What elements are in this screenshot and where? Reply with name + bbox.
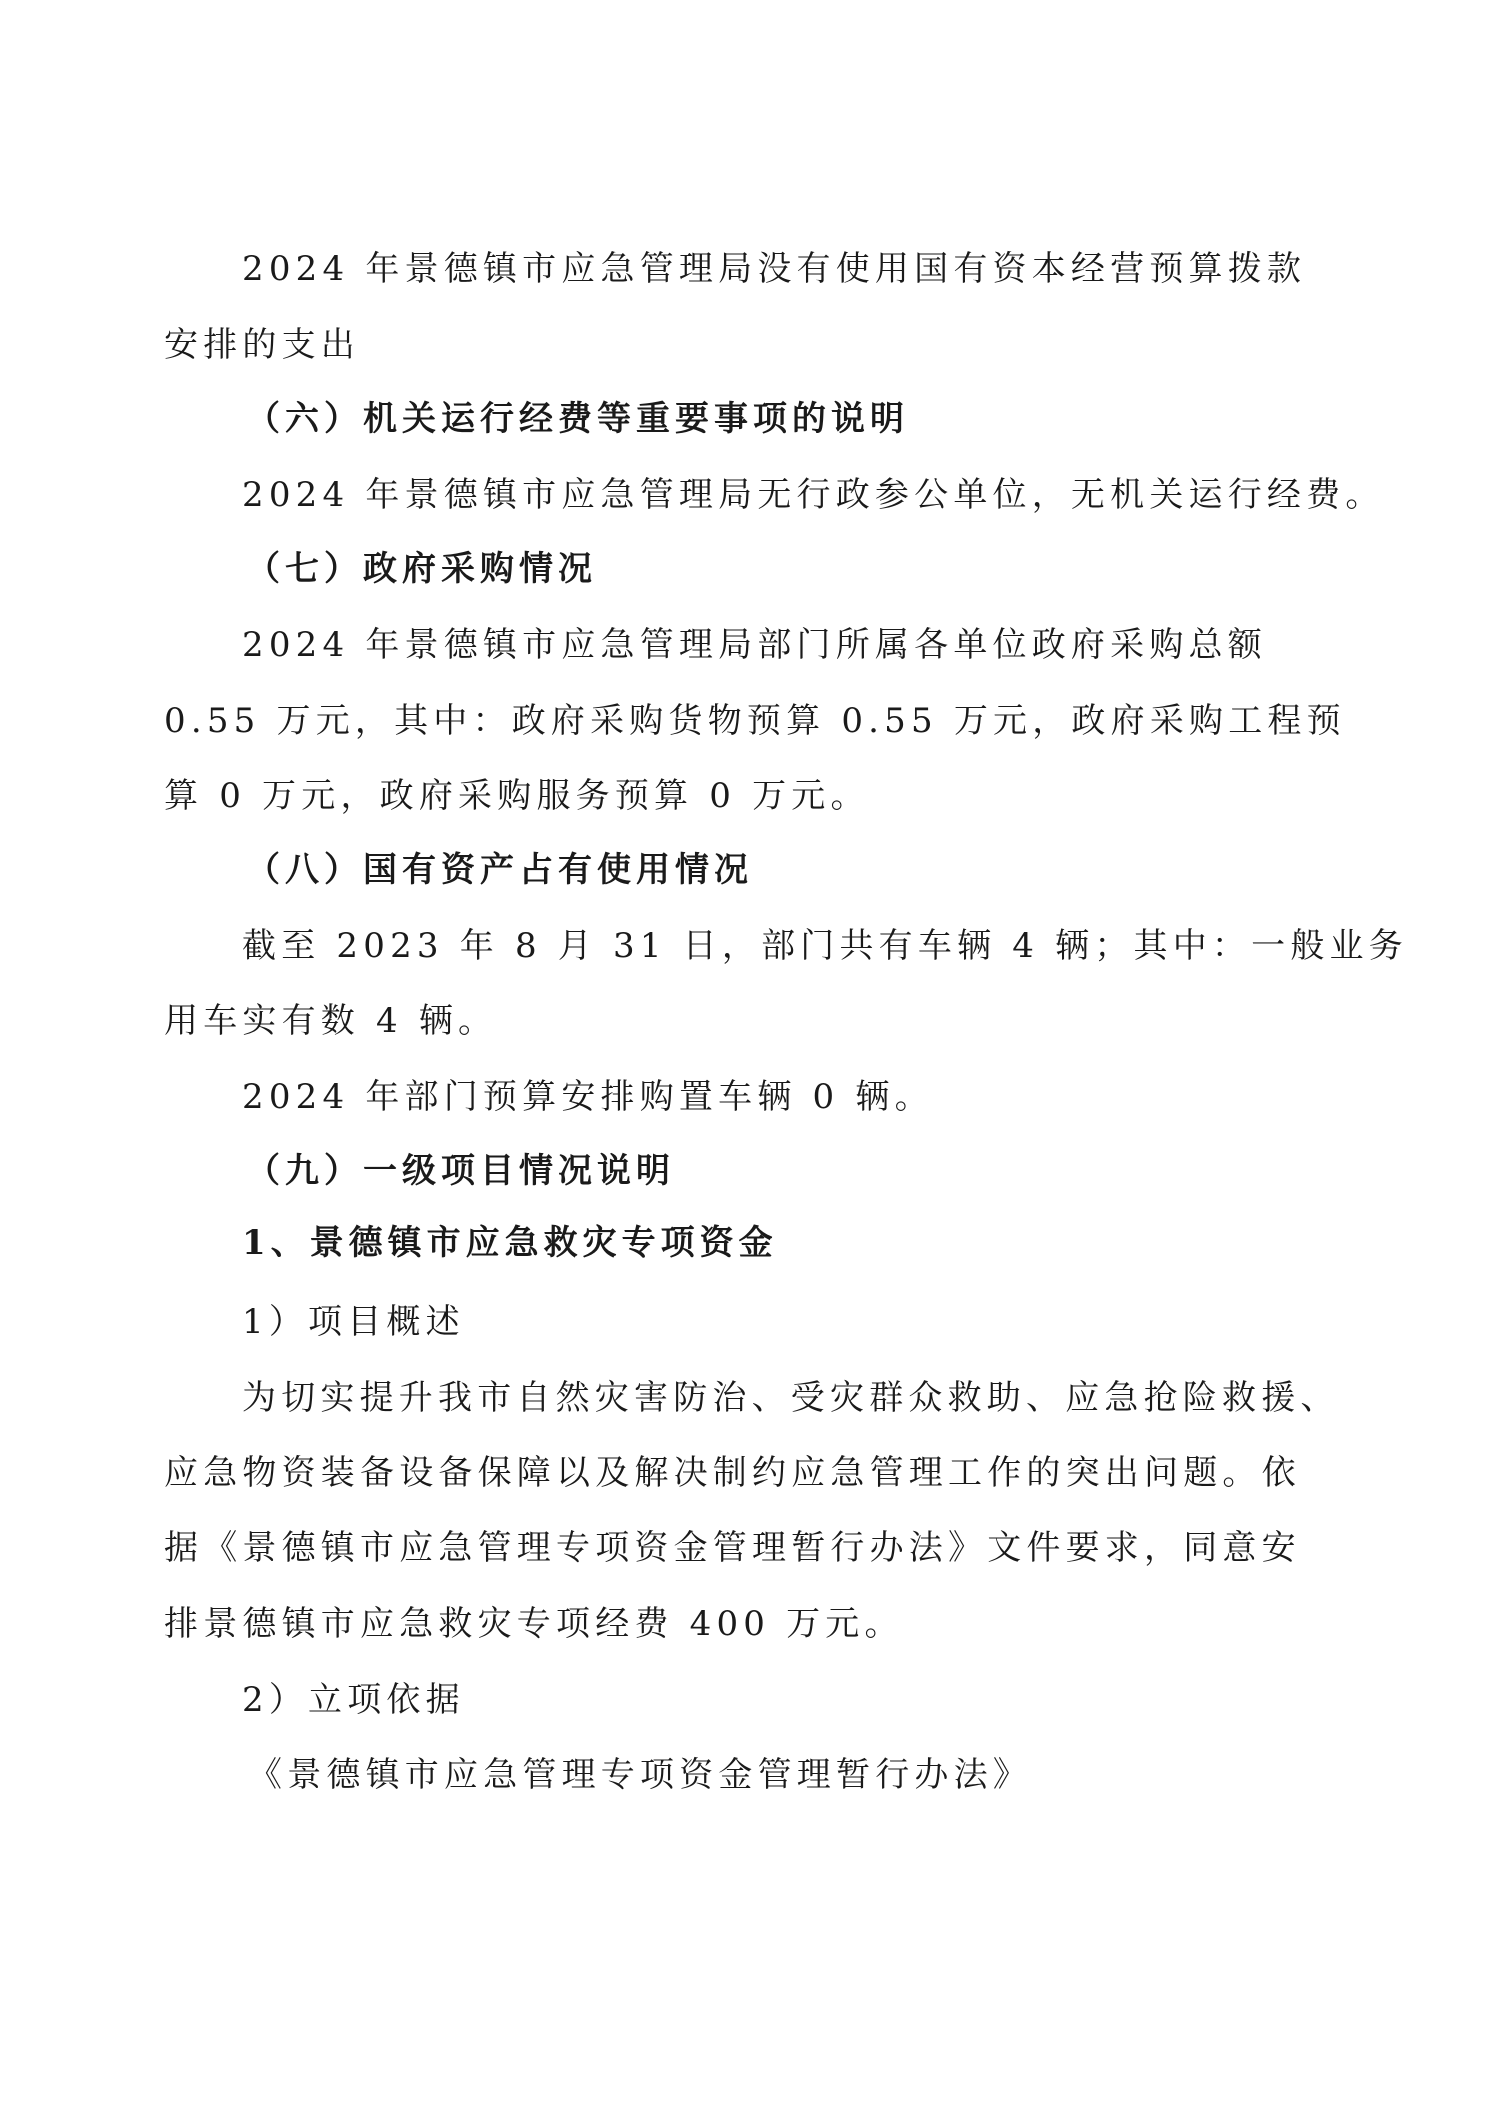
paragraph-line: 《景德镇市应急管理专项资金管理暂行办法》 — [248, 1755, 1032, 1795]
paragraph-line: 用车实有数 4 辆。 — [164, 1001, 498, 1041]
paragraph-line: 安排的支出 — [164, 325, 360, 365]
paragraph-line: 排景德镇市应急救灾专项经费 400 万元。 — [164, 1604, 904, 1644]
section-heading-8: （八）国有资产占有使用情况 — [246, 850, 753, 890]
paragraph-line: 2024 年部门预算安排购置车辆 0 辆。 — [242, 1077, 934, 1117]
section-heading-6: （六）机关运行经费等重要事项的说明 — [246, 399, 909, 439]
section-heading-9: （九）一级项目情况说明 — [246, 1151, 675, 1191]
paragraph-line: 2024 年景德镇市应急管理局部门所属各单位政府采购总额 — [242, 625, 1267, 665]
item-heading: 2）立项依据 — [242, 1680, 465, 1720]
subsection-heading: 1、景德镇市应急救灾专项资金 — [242, 1223, 778, 1263]
paragraph-line: 算 0 万元，政府采购服务预算 0 万元。 — [164, 776, 870, 816]
item-heading: 1）项目概述 — [242, 1302, 465, 1342]
paragraph-line: 截至 2023 年 8 月 31 日，部门共有车辆 4 辆；其中：一般业务 — [242, 926, 1408, 966]
paragraph-line: 2024 年景德镇市应急管理局无行政参公单位，无机关运行经费。 — [242, 475, 1385, 515]
section-heading-7: （七）政府采购情况 — [246, 549, 597, 589]
paragraph-line: 为切实提升我市自然灾害防治、受灾群众救助、应急抢险救援、 — [242, 1378, 1340, 1418]
paragraph-line: 据《景德镇市应急管理专项资金管理暂行办法》文件要求，同意安 — [164, 1528, 1301, 1568]
paragraph-line: 0.55 万元，其中：政府采购货物预算 0.55 万元，政府采购工程预 — [164, 701, 1346, 741]
paragraph-line: 应急物资装备设备保障以及解决制约应急管理工作的突出问题。依 — [164, 1453, 1301, 1493]
paragraph-line: 2024 年景德镇市应急管理局没有使用国有资本经营预算拨款 — [242, 249, 1307, 289]
